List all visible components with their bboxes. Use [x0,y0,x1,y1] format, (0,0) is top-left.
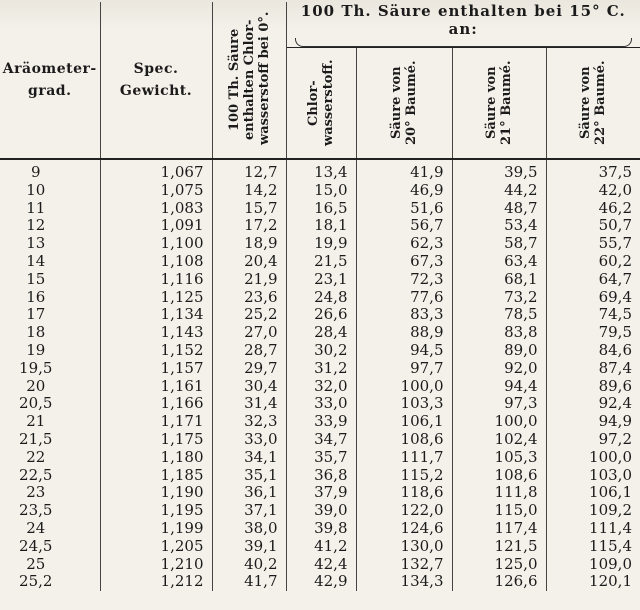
cell-saeure-20: 56,7 [356,217,452,235]
table-row [0,306,640,324]
cell-araeometer-grad: 23 [0,484,100,502]
cell-chlorwasserstoff: 41,2 [286,538,356,556]
cell-chlor-0: 17,2 [212,217,286,235]
cell-saeure-22: 100,0 [589,447,632,466]
cell-chlor-0: 35,1 [212,467,286,485]
cell-saeure-21: 83,8 [452,324,546,342]
table-row [0,360,640,378]
table-row [0,235,640,253]
cell-saeure-21: 121,5 [452,538,546,556]
table-row [0,271,640,289]
cell-saeure-21: 48,7 [452,200,546,218]
cell-saeure-21: 125,0 [452,556,546,574]
cell-saeure-21: 53,4 [452,217,546,235]
cell-spec-gewicht: 1,143 [100,324,212,342]
table-row [0,342,640,360]
cell-chlorwasserstoff: 35,7 [286,449,356,467]
cell-spec-gewicht: 1,125 [100,289,212,307]
cell-araeometer-grad: 16 [0,289,100,307]
table-row [0,449,640,467]
cell-chlorwasserstoff: 42,4 [286,556,356,574]
cell-spec-gewicht: 1,116 [100,271,212,289]
cell-saeure-21: 58,7 [452,235,546,253]
cell-saeure-21: 102,4 [452,431,546,449]
cell-chlor-0: 25,2 [212,306,286,324]
table-row [0,324,640,342]
header-saeure-21: Säure von 21° Baumé. [452,48,546,160]
cell-saeure-20: 67,3 [356,253,452,271]
cell-chlor-0: 36,1 [212,484,286,502]
cell-chlorwasserstoff: 13,4 [286,159,356,182]
cell-saeure-20: 46,9 [356,182,452,200]
cell-chlor-0: 14,2 [212,182,286,200]
cell-saeure-20: 88,9 [356,324,452,342]
cell-chlor-0: 41,7 [212,573,286,591]
cell-saeure-20: 134,3 [356,573,452,591]
cell-araeometer-grad: 18 [0,324,100,342]
cell-saeure-20: 72,3 [356,271,452,289]
cell-saeure-22: 115,4 [589,536,632,555]
cell-saeure-20: 130,0 [356,538,452,556]
cell-chlorwasserstoff: 21,5 [286,253,356,271]
table-row [0,182,640,200]
cell-chlorwasserstoff: 33,0 [286,395,356,413]
cell-saeure-22: 64,7 [598,269,632,288]
cell-saeure-21: 108,6 [452,467,546,485]
cell-saeure-20: 94,5 [356,342,452,360]
cell-chlorwasserstoff: 39,8 [286,520,356,538]
cell-araeometer-grad: 24 [0,520,100,538]
cell-araeometer-grad: 20,5 [0,395,100,413]
cell-saeure-22: 111,4 [589,518,632,537]
cell-saeure-20: 108,6 [356,431,452,449]
acid-density-table [0,2,640,591]
cell-chlor-0: 29,7 [212,360,286,378]
cell-chlorwasserstoff: 37,9 [286,484,356,502]
cell-spec-gewicht: 1,190 [100,484,212,502]
cell-chlorwasserstoff: 42,9 [286,573,356,591]
cell-araeometer-grad: 25 [0,556,100,574]
cell-spec-gewicht: 1,161 [100,378,212,396]
cell-araeometer-grad: 21 [0,413,100,431]
cell-saeure-21: 89,0 [452,342,546,360]
cell-saeure-22: 46,2 [598,198,632,217]
cell-spec-gewicht: 1,171 [100,413,212,431]
table-row [0,200,640,218]
cell-chlorwasserstoff: 32,0 [286,378,356,396]
cell-chlorwasserstoff: 34,7 [286,431,356,449]
cell-saeure-22: 84,6 [598,340,632,359]
cell-saeure-20: 83,3 [356,306,452,324]
cell-chlor-0: 34,1 [212,449,286,467]
header-spec-gewicht: Spec. Gewicht. [100,2,212,159]
cell-saeure-22: 109,0 [589,554,632,573]
cell-saeure-22: 74,5 [598,305,632,324]
cell-spec-gewicht: 1,067 [100,159,212,182]
cell-saeure-21: 68,1 [452,271,546,289]
cell-chlorwasserstoff: 23,1 [286,271,356,289]
cell-saeure-22: 42,0 [598,180,632,199]
cell-araeometer-grad: 15 [0,271,100,289]
cell-chlor-0: 33,0 [212,431,286,449]
cell-araeometer-grad: 17 [0,306,100,324]
cell-chlor-0: 30,4 [212,378,286,396]
cell-chlorwasserstoff: 19,9 [286,235,356,253]
cell-saeure-21: 73,2 [452,289,546,307]
cell-saeure-22: 69,4 [598,287,632,306]
cell-chlor-0: 27,0 [212,324,286,342]
table-body [0,159,640,591]
cell-saeure-20: 100,0 [356,378,452,396]
table-row [0,556,640,574]
table-row [0,378,640,396]
cell-araeometer-grad: 22 [0,449,100,467]
cell-spec-gewicht: 1,152 [100,342,212,360]
cell-araeometer-grad: 14 [0,253,100,271]
cell-araeometer-grad: 9 [0,159,100,182]
cell-chlor-0: 40,2 [212,556,286,574]
cell-saeure-21: 39,5 [452,159,546,182]
cell-chlorwasserstoff: 36,8 [286,467,356,485]
cell-saeure-21: 92,0 [452,360,546,378]
cell-araeometer-grad: 21,5 [0,431,100,449]
cell-chlorwasserstoff: 33,9 [286,413,356,431]
cell-chlor-0: 31,4 [212,395,286,413]
cell-spec-gewicht: 1,212 [100,573,212,591]
table-row [0,159,640,182]
cell-chlor-0: 20,4 [212,253,286,271]
cell-araeometer-grad: 11 [0,200,100,218]
cell-araeometer-grad: 19 [0,342,100,360]
cell-saeure-20: 77,6 [356,289,452,307]
cell-saeure-22: 103,0 [589,465,632,484]
cell-saeure-22: 55,7 [598,234,632,253]
cell-araeometer-grad: 19,5 [0,360,100,378]
cell-saeure-22: 97,2 [598,429,632,448]
cell-spec-gewicht: 1,075 [100,182,212,200]
cell-saeure-20: 62,3 [356,235,452,253]
table-row [0,431,640,449]
table-row [0,289,640,307]
cell-chlorwasserstoff: 30,2 [286,342,356,360]
cell-saeure-20: 97,7 [356,360,452,378]
cell-chlor-0: 28,7 [212,342,286,360]
cell-saeure-20: 118,6 [356,484,452,502]
cell-spec-gewicht: 1,199 [100,520,212,538]
table-row [0,484,640,502]
header-saeure-20: Säure von 20° Baumé. [356,48,452,160]
cell-chlor-0: 32,3 [212,413,286,431]
cell-araeometer-grad: 23,5 [0,502,100,520]
cell-saeure-21: 78,5 [452,306,546,324]
cell-chlor-0: 39,1 [212,538,286,556]
table-row [0,502,640,520]
cell-spec-gewicht: 1,180 [100,449,212,467]
cell-araeometer-grad: 20 [0,378,100,396]
cell-araeometer-grad: 25,2 [0,573,100,591]
table-row [0,253,640,271]
cell-chlorwasserstoff: 18,1 [286,217,356,235]
cell-saeure-21: 126,6 [452,573,546,591]
table-row [0,467,640,485]
cell-saeure-20: 103,3 [356,395,452,413]
cell-saeure-20: 132,7 [356,556,452,574]
cell-saeure-22: 37,5 [598,163,632,181]
cell-spec-gewicht: 1,083 [100,200,212,218]
table-row [0,413,640,431]
cell-saeure-21: 100,0 [452,413,546,431]
cell-chlorwasserstoff: 31,2 [286,360,356,378]
header-group-15c: 100 Th. Säure enthalten bei 15° C. an: [286,2,640,48]
cell-spec-gewicht: 1,100 [100,235,212,253]
cell-saeure-22: 94,9 [598,412,632,431]
cell-saeure-22: 50,7 [598,216,632,235]
cell-spec-gewicht: 1,210 [100,556,212,574]
cell-saeure-20: 122,0 [356,502,452,520]
cell-saeure-22: 92,4 [598,394,632,413]
cell-spec-gewicht: 1,205 [100,538,212,556]
cell-saeure-22: 60,2 [598,251,632,270]
cell-saeure-20: 115,2 [356,467,452,485]
cell-chlorwasserstoff: 39,0 [286,502,356,520]
header-saeure-22: Säure von 22° Baumé. [546,48,640,160]
cell-saeure-21: 63,4 [452,253,546,271]
cell-spec-gewicht: 1,108 [100,253,212,271]
cell-spec-gewicht: 1,157 [100,360,212,378]
cell-saeure-22: 89,6 [598,376,632,395]
cell-chlor-0: 21,9 [212,271,286,289]
cell-spec-gewicht: 1,091 [100,217,212,235]
cell-spec-gewicht: 1,195 [100,502,212,520]
cell-saeure-22: 106,1 [589,483,632,502]
table-row [0,520,640,538]
cell-chlorwasserstoff: 26,6 [286,306,356,324]
header-chlor-0: 100 Th. Säure enthalten Chlor- wasserstoff bei 0°. [212,2,286,159]
cell-chlor-0: 12,7 [212,159,286,182]
brace [295,38,633,47]
cell-spec-gewicht: 1,166 [100,395,212,413]
cell-chlorwasserstoff: 28,4 [286,324,356,342]
header-araeometer: Aräometer- grad. [0,2,100,159]
cell-saeure-21: 115,0 [452,502,546,520]
cell-spec-gewicht: 1,185 [100,467,212,485]
cell-saeure-20: 111,7 [356,449,452,467]
cell-araeometer-grad: 12 [0,217,100,235]
cell-chlor-0: 23,6 [212,289,286,307]
cell-araeometer-grad: 24,5 [0,538,100,556]
cell-saeure-22: 79,5 [598,323,632,342]
cell-chlor-0: 37,1 [212,502,286,520]
header-chlorwasserstoff: Chlor- wasserstoff. [286,48,356,160]
cell-chlorwasserstoff: 24,8 [286,289,356,307]
cell-araeometer-grad: 22,5 [0,467,100,485]
cell-chlor-0: 15,7 [212,200,286,218]
cell-chlor-0: 38,0 [212,520,286,538]
cell-spec-gewicht: 1,134 [100,306,212,324]
table-row [0,538,640,556]
cell-saeure-21: 97,3 [452,395,546,413]
cell-araeometer-grad: 13 [0,235,100,253]
cell-saeure-20: 41,9 [356,159,452,182]
table-row [0,573,640,591]
cell-saeure-20: 51,6 [356,200,452,218]
table-row [0,395,640,413]
cell-chlor-0: 18,9 [212,235,286,253]
cell-saeure-22: 87,4 [598,358,632,377]
cell-saeure-22: 120,1 [589,572,632,591]
cell-saeure-21: 111,8 [452,484,546,502]
cell-spec-gewicht: 1,175 [100,431,212,449]
table-row [0,217,640,235]
cell-saeure-21: 44,2 [452,182,546,200]
cell-saeure-20: 124,6 [356,520,452,538]
cell-chlorwasserstoff: 15,0 [286,182,356,200]
cell-saeure-21: 105,3 [452,449,546,467]
cell-araeometer-grad: 10 [0,182,100,200]
cell-saeure-22: 109,2 [589,501,632,520]
cell-saeure-21: 94,4 [452,378,546,396]
cell-saeure-21: 117,4 [452,520,546,538]
cell-chlorwasserstoff: 16,5 [286,200,356,218]
cell-saeure-20: 106,1 [356,413,452,431]
